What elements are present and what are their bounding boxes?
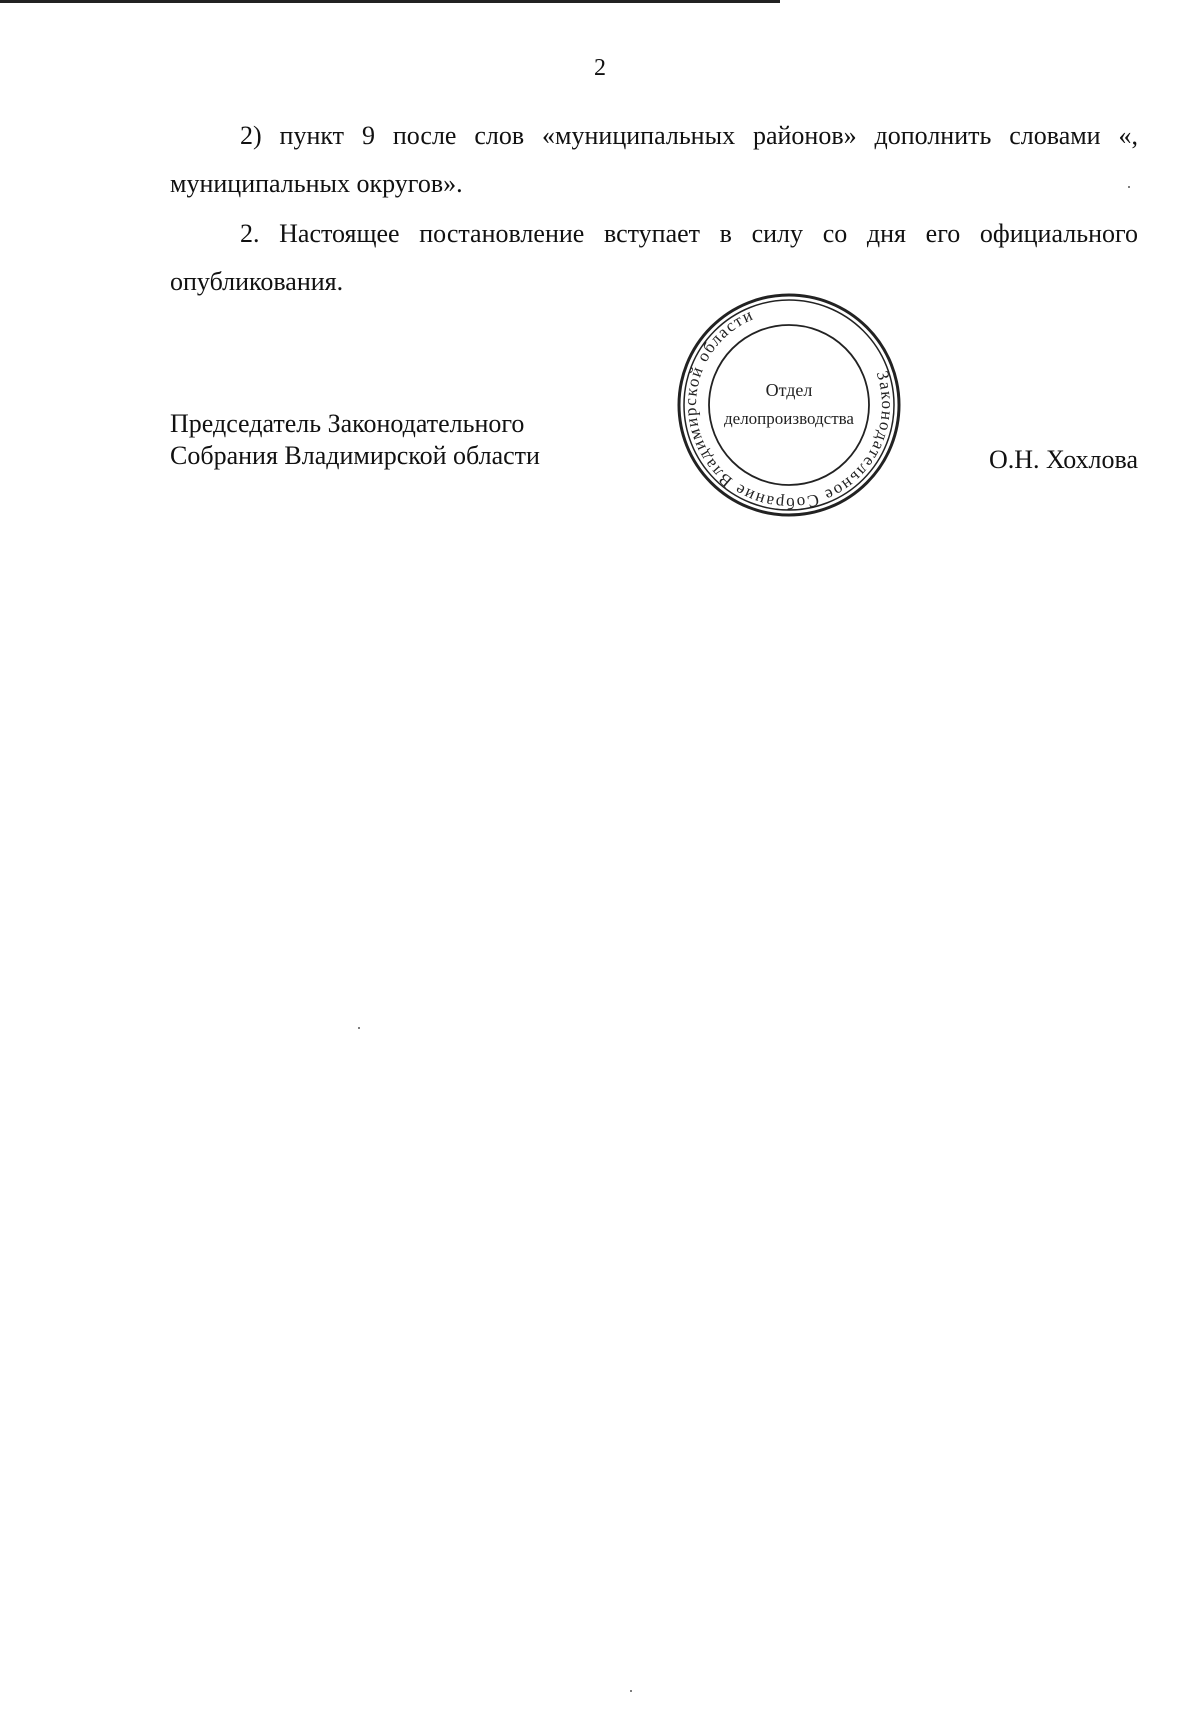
official-stamp	[674, 290, 904, 520]
paragraph-effective-date: 2. Настоящее постановление вступает в силу со дня его официального опубликования.	[170, 219, 1138, 296]
page-number: 2	[594, 55, 606, 81]
signatory-name: О.Н. Хохлова	[989, 445, 1138, 474]
scan-speck	[1128, 186, 1130, 188]
stamp-center-line-2: делопроизводства	[724, 409, 854, 428]
paragraph-amendment: 2) пункт 9 после слов «муниципальных районов» дополнить словами «, муниципальных округов».	[170, 121, 1138, 198]
scan-speck	[630, 1690, 632, 1692]
signatory-title-line-2: Собрания Владимирской области	[170, 441, 540, 470]
signatory-title	[170, 408, 540, 472]
scan-speck	[358, 1027, 360, 1029]
stamp-ring-text: Законодательное Собрание Владимирской области	[680, 304, 898, 514]
signatory-title-line-1: Председатель Законодательного	[170, 409, 525, 438]
top-border-line	[0, 0, 780, 3]
stamp-center-line-1: Отдел	[765, 380, 813, 400]
document-body	[170, 112, 1138, 306]
